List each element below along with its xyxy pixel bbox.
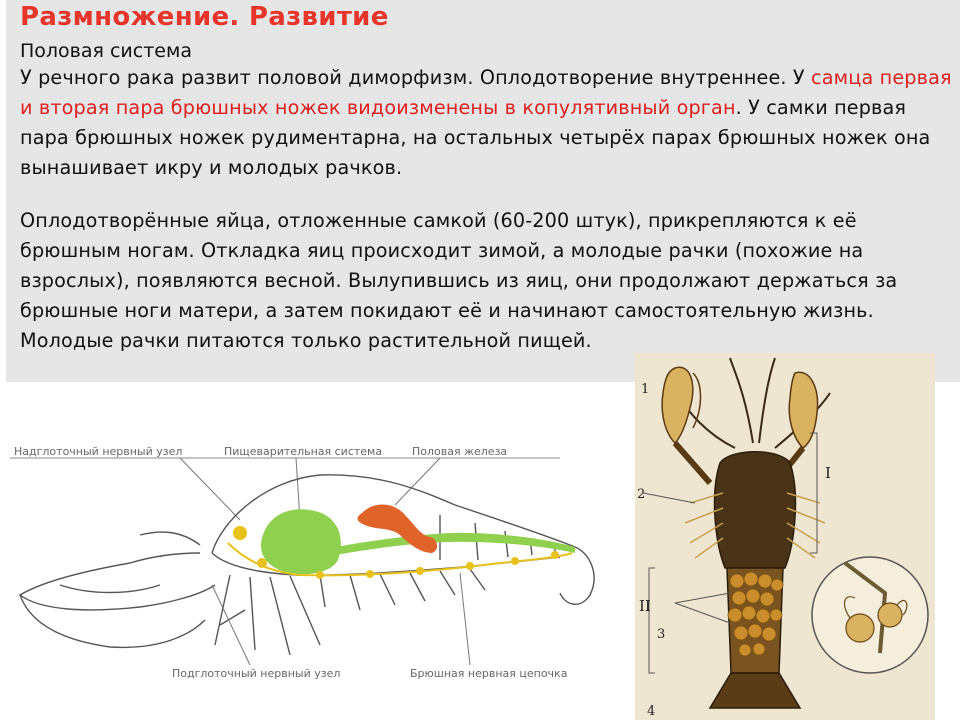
marker-1: 1 (641, 382, 650, 397)
paragraph-rest: . У самки первая пара брюшных ножек рудиментарна, на остальных четырёх парах брюшных ножек она вынашивает икру и молодых рачков. (20, 96, 931, 179)
roman-mark-2: II (639, 597, 651, 615)
marker-3: 3 (657, 627, 666, 642)
pointer-line-subesophageal (212, 585, 250, 665)
pointer-line-ventral-chain (460, 573, 470, 665)
label-supraesophageal-ganglion: Надглоточный нервный узел (14, 445, 183, 458)
label-subesophageal-ganglion: Подглоточный нервный узел (172, 667, 341, 680)
paragraph-development: Оплодотворённые яйца, отложенные самкой (60-200 штук), прикрепляются к её брюшным ногам. Откладка яиц происходит зимой, а молодые рачки (похожие на взрослых), появляются весной. Вылупившись из яиц, они продолжают держаться за брюшные ноги матери, а затем покидают её и начинают самостоятельную жизнь. Молодые рачки питаются только растительной пищей. (20, 209, 898, 352)
marker-4: 4 (647, 704, 656, 719)
pointer-line-ganglion (180, 458, 240, 520)
crayfish-anatomy-diagram (0, 435, 620, 695)
label-digestive-system: Пищеварительная система (224, 445, 383, 458)
roman-mark-1: I (825, 464, 831, 482)
pointer-line-gonad (395, 458, 440, 505)
section-subtitle: Половая система (20, 40, 192, 62)
text-panel (6, 0, 960, 382)
cephalothorax (715, 452, 796, 568)
stomach-shape (261, 509, 341, 574)
page-title: Размножение. Развитие (20, 2, 389, 32)
highlighted-text: самца первая и вторая пара брюшных ножек видоизменены в копулятивный орган (20, 66, 952, 119)
inset-circle (812, 557, 928, 673)
paragraph-lead: У речного рака развит половой диморфизм. Оплодотворение внутреннее. У (20, 66, 812, 89)
intestine-shape (335, 533, 575, 555)
marker-2: 2 (637, 487, 646, 502)
crayfish-photo-illustration (635, 353, 935, 720)
paragraph-dimorphism (20, 63, 955, 183)
label-ventral-nerve-chain: Брюшная нервная цепочка (410, 667, 568, 680)
label-gonad: Половая железа (412, 445, 508, 458)
